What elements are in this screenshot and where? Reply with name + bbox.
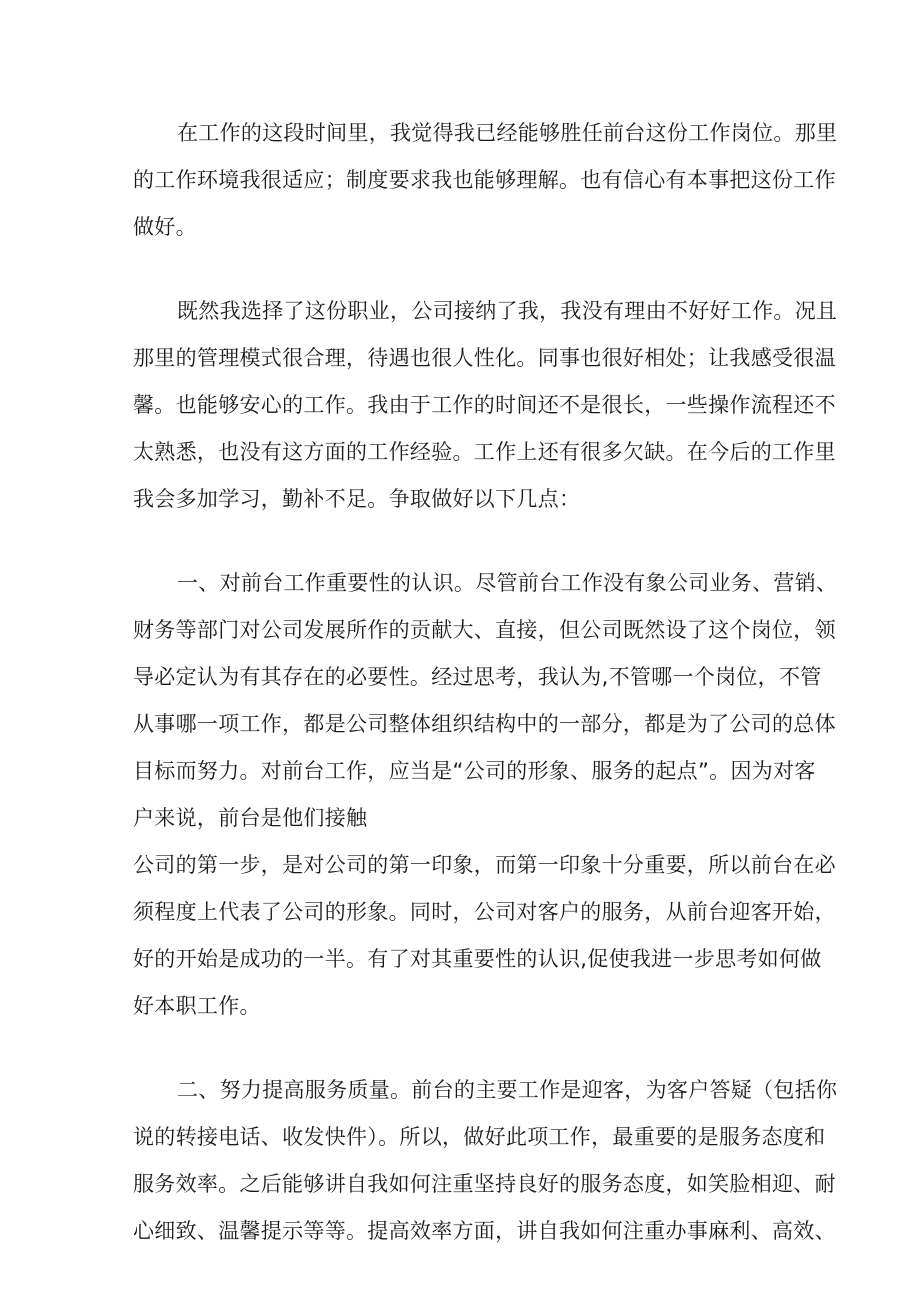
text-line: 从事哪一项工作，都是公司整体组织结构中的一部分，都是为了公司的总体 [133, 712, 836, 736]
text-line: 太熟悉，也没有这方面的工作经验。工作上还有很多欠缺。在今后的工作里 [133, 440, 836, 464]
text-line: 的工作环境我很适应；制度要求我也能够理解。也有信心有本事把这份工作 [133, 168, 836, 192]
text-line: 既然我选择了这份职业，公司接纳了我，我没有理由不好好工作。况且 [177, 299, 838, 323]
text-line: 公司的第一步，是对公司的第一印象，而第一印象十分重要，所以前台在必 [133, 853, 836, 877]
text-line: 须程度上代表了公司的形象。同时，公司对客户的服务，从前台迎客开始， [133, 900, 836, 924]
paragraph-3 [133, 560, 838, 842]
text-line: 目标而努力。对前台工作，应当是“公司的形象、服务的起点”。因为对客 [133, 759, 816, 783]
text-line: 我会多加学习，勤补不足。争取做好以下几点： [133, 487, 581, 511]
paragraph-2 [133, 288, 838, 523]
text-line: 在工作的这段时间里，我觉得我已经能够胜任前台这份工作岗位。那里 [177, 121, 838, 145]
paragraph-5 [133, 1067, 838, 1255]
text-line: 心细致、温馨提示等等。提高效率方面，讲自我如何注重办事麻利、高效、 [133, 1219, 836, 1243]
paragraph-1 [133, 110, 838, 251]
text-line: 导必定认为有其存在的必要性。经过思考，我认为,不管哪一个岗位，不管 [133, 665, 822, 689]
text-line: 户来说，前台是他们接触 [133, 806, 368, 830]
paragraph-4 [133, 842, 836, 1030]
text-line: 好的开始是成功的一半。有了对其重要性的认识,促使我进一步思考如何做 [133, 947, 822, 971]
text-line: 做好。 [133, 215, 197, 239]
text-line: 那里的管理模式很合理，待遇也很人性化。同事也很好相处；让我感受很温 [133, 346, 836, 370]
text-line: 说的转接电话、收发快件）。所以，做好此项工作，最重要的是服务态度和 [133, 1125, 826, 1149]
text-line: 服务效率。之后能够讲自我如何注重坚持良好的服务态度，如笑脸相迎、耐 [133, 1172, 836, 1196]
text-line: 好本职工作。 [133, 994, 261, 1018]
text-line: 二、努力提高服务质量。前台的主要工作是迎客，为客户答疑（包括你 [177, 1078, 838, 1102]
text-line: 财务等部门对公司发展所作的贡献大、直接，但公司既然设了这个岗位，领 [133, 618, 836, 642]
text-line: 一、对前台工作重要性的认识。尽管前台工作没有象公司业务、营销、 [177, 571, 838, 595]
text-line: 馨。也能够安心的工作。我由于工作的时间还不是很长，一些操作流程还不 [133, 393, 836, 417]
